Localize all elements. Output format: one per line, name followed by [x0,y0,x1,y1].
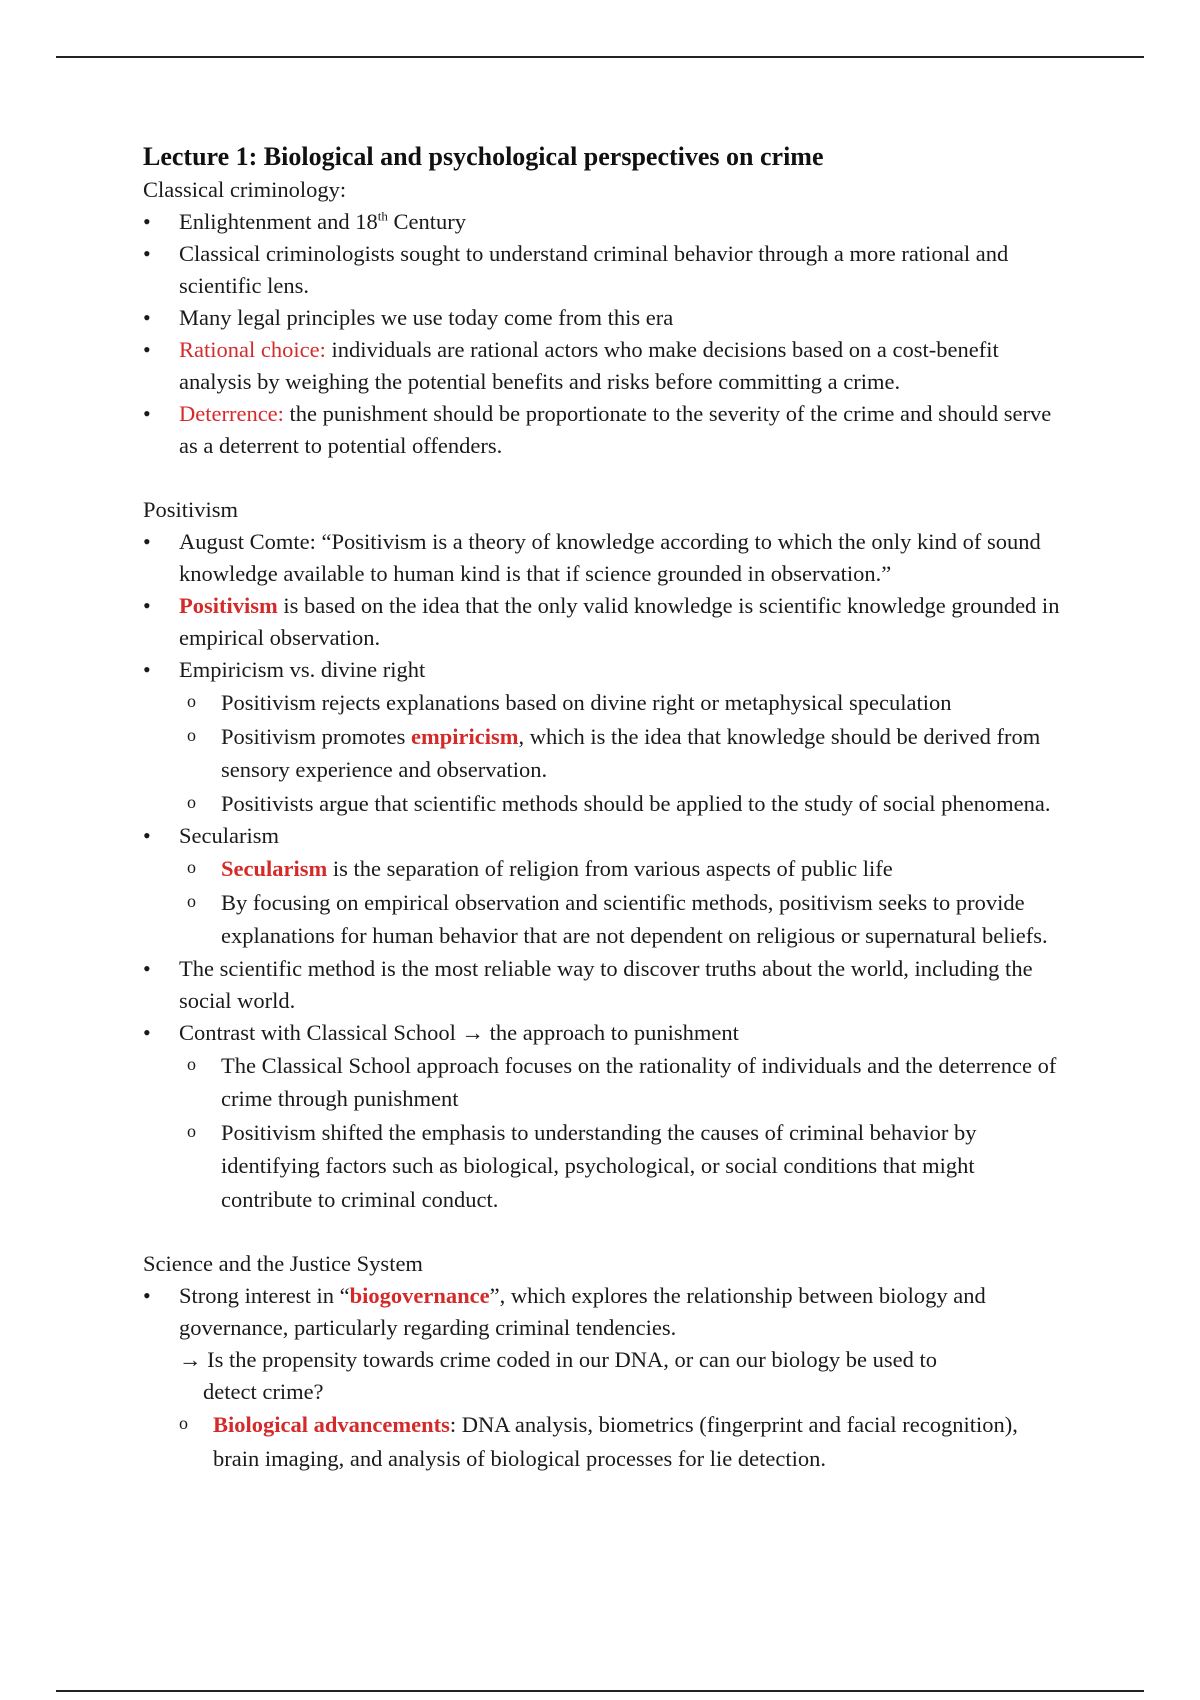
bottom-rule [56,1690,1144,1692]
list-item [143,206,1063,238]
list-item-text: ”, which explores the relationship between biology and governance, particularly regarding criminal tendencies. [179,1283,986,1340]
list-item-text: the punishment should be proportionate to the severity of the crime and should serve as a deterrent to potential offenders. [179,401,1052,458]
list-item-text: Enlightenment and 18 [179,209,378,234]
sublist-item: o By focusing on empirical observation and scientific methods, positivism seeks to provide explanations for human behavior that are not dependent on religious or supernatural beliefs. [179,886,1063,953]
list-item-text: Contrast with Classical School → the approach to punishment [179,1019,739,1045]
list-item-text: is the separation of religion from various aspects of public life [327,856,893,881]
sublist [143,1408,1063,1475]
term-biological-advancements: Biological advancements [213,1412,450,1437]
sublist-item [143,1408,1063,1475]
sublist-item: o Positivism shifted the emphasis to understanding the causes of criminal behavior by identifying factors such as biological, psychological, or social conditions that might contribute to criminal conduct. [179,1116,1063,1217]
term-secularism: Secularism [221,856,328,881]
justice-heading: Science and the Justice System [143,1251,423,1276]
superscript: th [377,208,388,224]
positivism-list [143,526,1063,1216]
list-item: • The scientific method is the most reliable way to discover truths about the world, including the social world. [143,953,1063,1017]
top-rule [56,56,1144,58]
list-item-text: is based on the idea that the only valid knowledge is scientific knowledge grounded in empirical observation. [179,593,1060,650]
sublist-item: o Positivism rejects explanations based on divine right or metaphysical speculation [179,686,1063,720]
list-item [143,334,1063,398]
list-item [143,654,1063,820]
list-item: • Classical criminologists sought to understand criminal behavior through a more rational and scientific lens. [143,238,1063,302]
list-item: • August Comte: “Positivism is a theory of knowledge according to which the only kind of sound knowledge available to human kind is that if science grounded in observation.” [143,526,1063,590]
arrow-question [143,1344,1063,1408]
list-item-text: Secularism [179,823,279,848]
sublist-item [179,852,1063,886]
list-item-text: Strong interest in “ [179,1283,350,1308]
list-item-text: individuals are rational actors who make decisions based on a cost-benefit analysis by weighing the potential benefits and risks before committing a crime. [179,337,999,394]
list-item-text: Empiricism vs. divine right [179,657,426,682]
document-page [143,140,1063,1475]
arrow-question-line-1: → Is the propensity towards crime coded in our DNA, or can our biology be used to [179,1347,937,1372]
sublist-item: o Positivists argue that scientific methods should be applied to the study of social phenomena. [179,787,1063,821]
list-item-text: Positivism promotes [221,723,412,749]
list-item: • Many legal principles we use today come from this era [143,302,1063,334]
positivism-heading: Positivism [143,497,239,522]
classical-heading: Classical criminology: [143,177,347,202]
classical-list [143,206,1063,462]
sublist-item: o The Classical School approach focuses on the rationality of individuals and the deterrence of crime through punishment [179,1049,1063,1116]
sublist [179,852,1063,953]
sublist [179,686,1063,820]
spacer [143,462,1063,494]
list-item [143,1017,1063,1217]
list-item [143,820,1063,953]
spacer [143,1216,1063,1248]
term-biogovernance: biogovernance [349,1283,490,1308]
justice-list [143,1280,1063,1344]
term-empiricism: empiricism [411,723,519,749]
sublist-item [179,720,1063,787]
list-item [143,1280,1063,1344]
term-positivism: Positivism [179,593,278,618]
term-rational-choice: Rational choice: [179,337,326,362]
list-item-text: , which is the idea that knowledge should be derived from sensory experience and observation. [221,723,1041,782]
list-item [143,590,1063,654]
lecture-title: Lecture 1: Biological and psychological perspectives on crime [143,142,824,171]
list-item-text: : DNA analysis, biometrics (fingerprint and facial recognition), brain imaging, and analysis of biological processes for lie detection. [213,1412,1018,1471]
arrow-question-line-2: detect crime? [203,1379,324,1404]
term-deterrence: Deterrence: [179,401,284,426]
sublist [179,1049,1063,1217]
list-item [143,398,1063,462]
list-item-text: Century [387,209,466,234]
